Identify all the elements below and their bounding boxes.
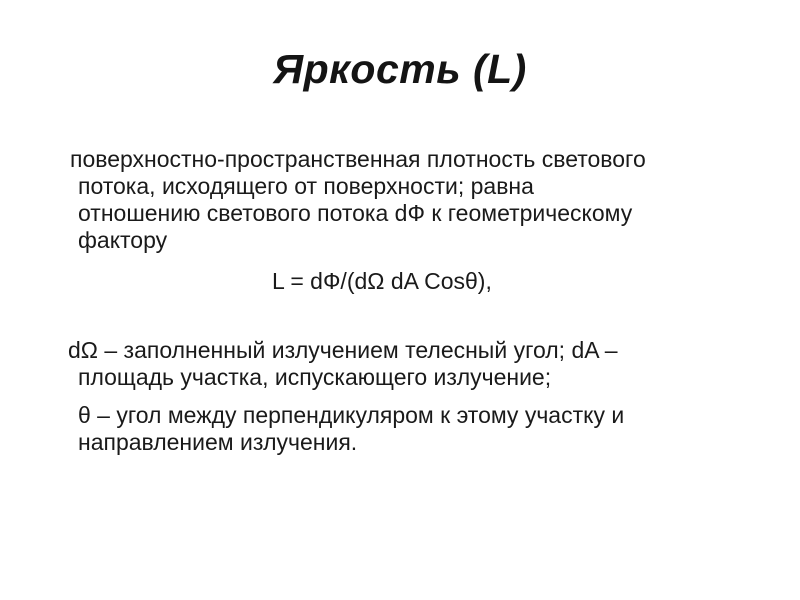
theta-line-1: θ – угол между перпендикуляром к этому участку и xyxy=(78,402,625,428)
definition-line-4: фактору xyxy=(78,227,168,253)
theta-line-2: направлением излучения. xyxy=(78,429,358,455)
definition-line-2: потока, исходящего от поверхности; равна xyxy=(78,173,534,199)
luminance-formula: L = dФ/(dΩ dA Cosθ), xyxy=(272,268,492,294)
theta-paragraph xyxy=(78,402,624,456)
symbols-line-1: dΩ – заполненный излучением телесный угол; dA – xyxy=(68,337,618,363)
definition-line-3: отношению светового потока dФ к геометрическому xyxy=(78,200,633,226)
definition-line-1: поверхностно-пространственная плотность светового xyxy=(70,146,646,172)
slide-title: Яркость (L) xyxy=(273,46,527,92)
symbols-line-2: площадь участка, испускающего излучение; xyxy=(78,364,552,390)
symbols-paragraph xyxy=(68,337,618,391)
definition-paragraph xyxy=(70,146,646,254)
